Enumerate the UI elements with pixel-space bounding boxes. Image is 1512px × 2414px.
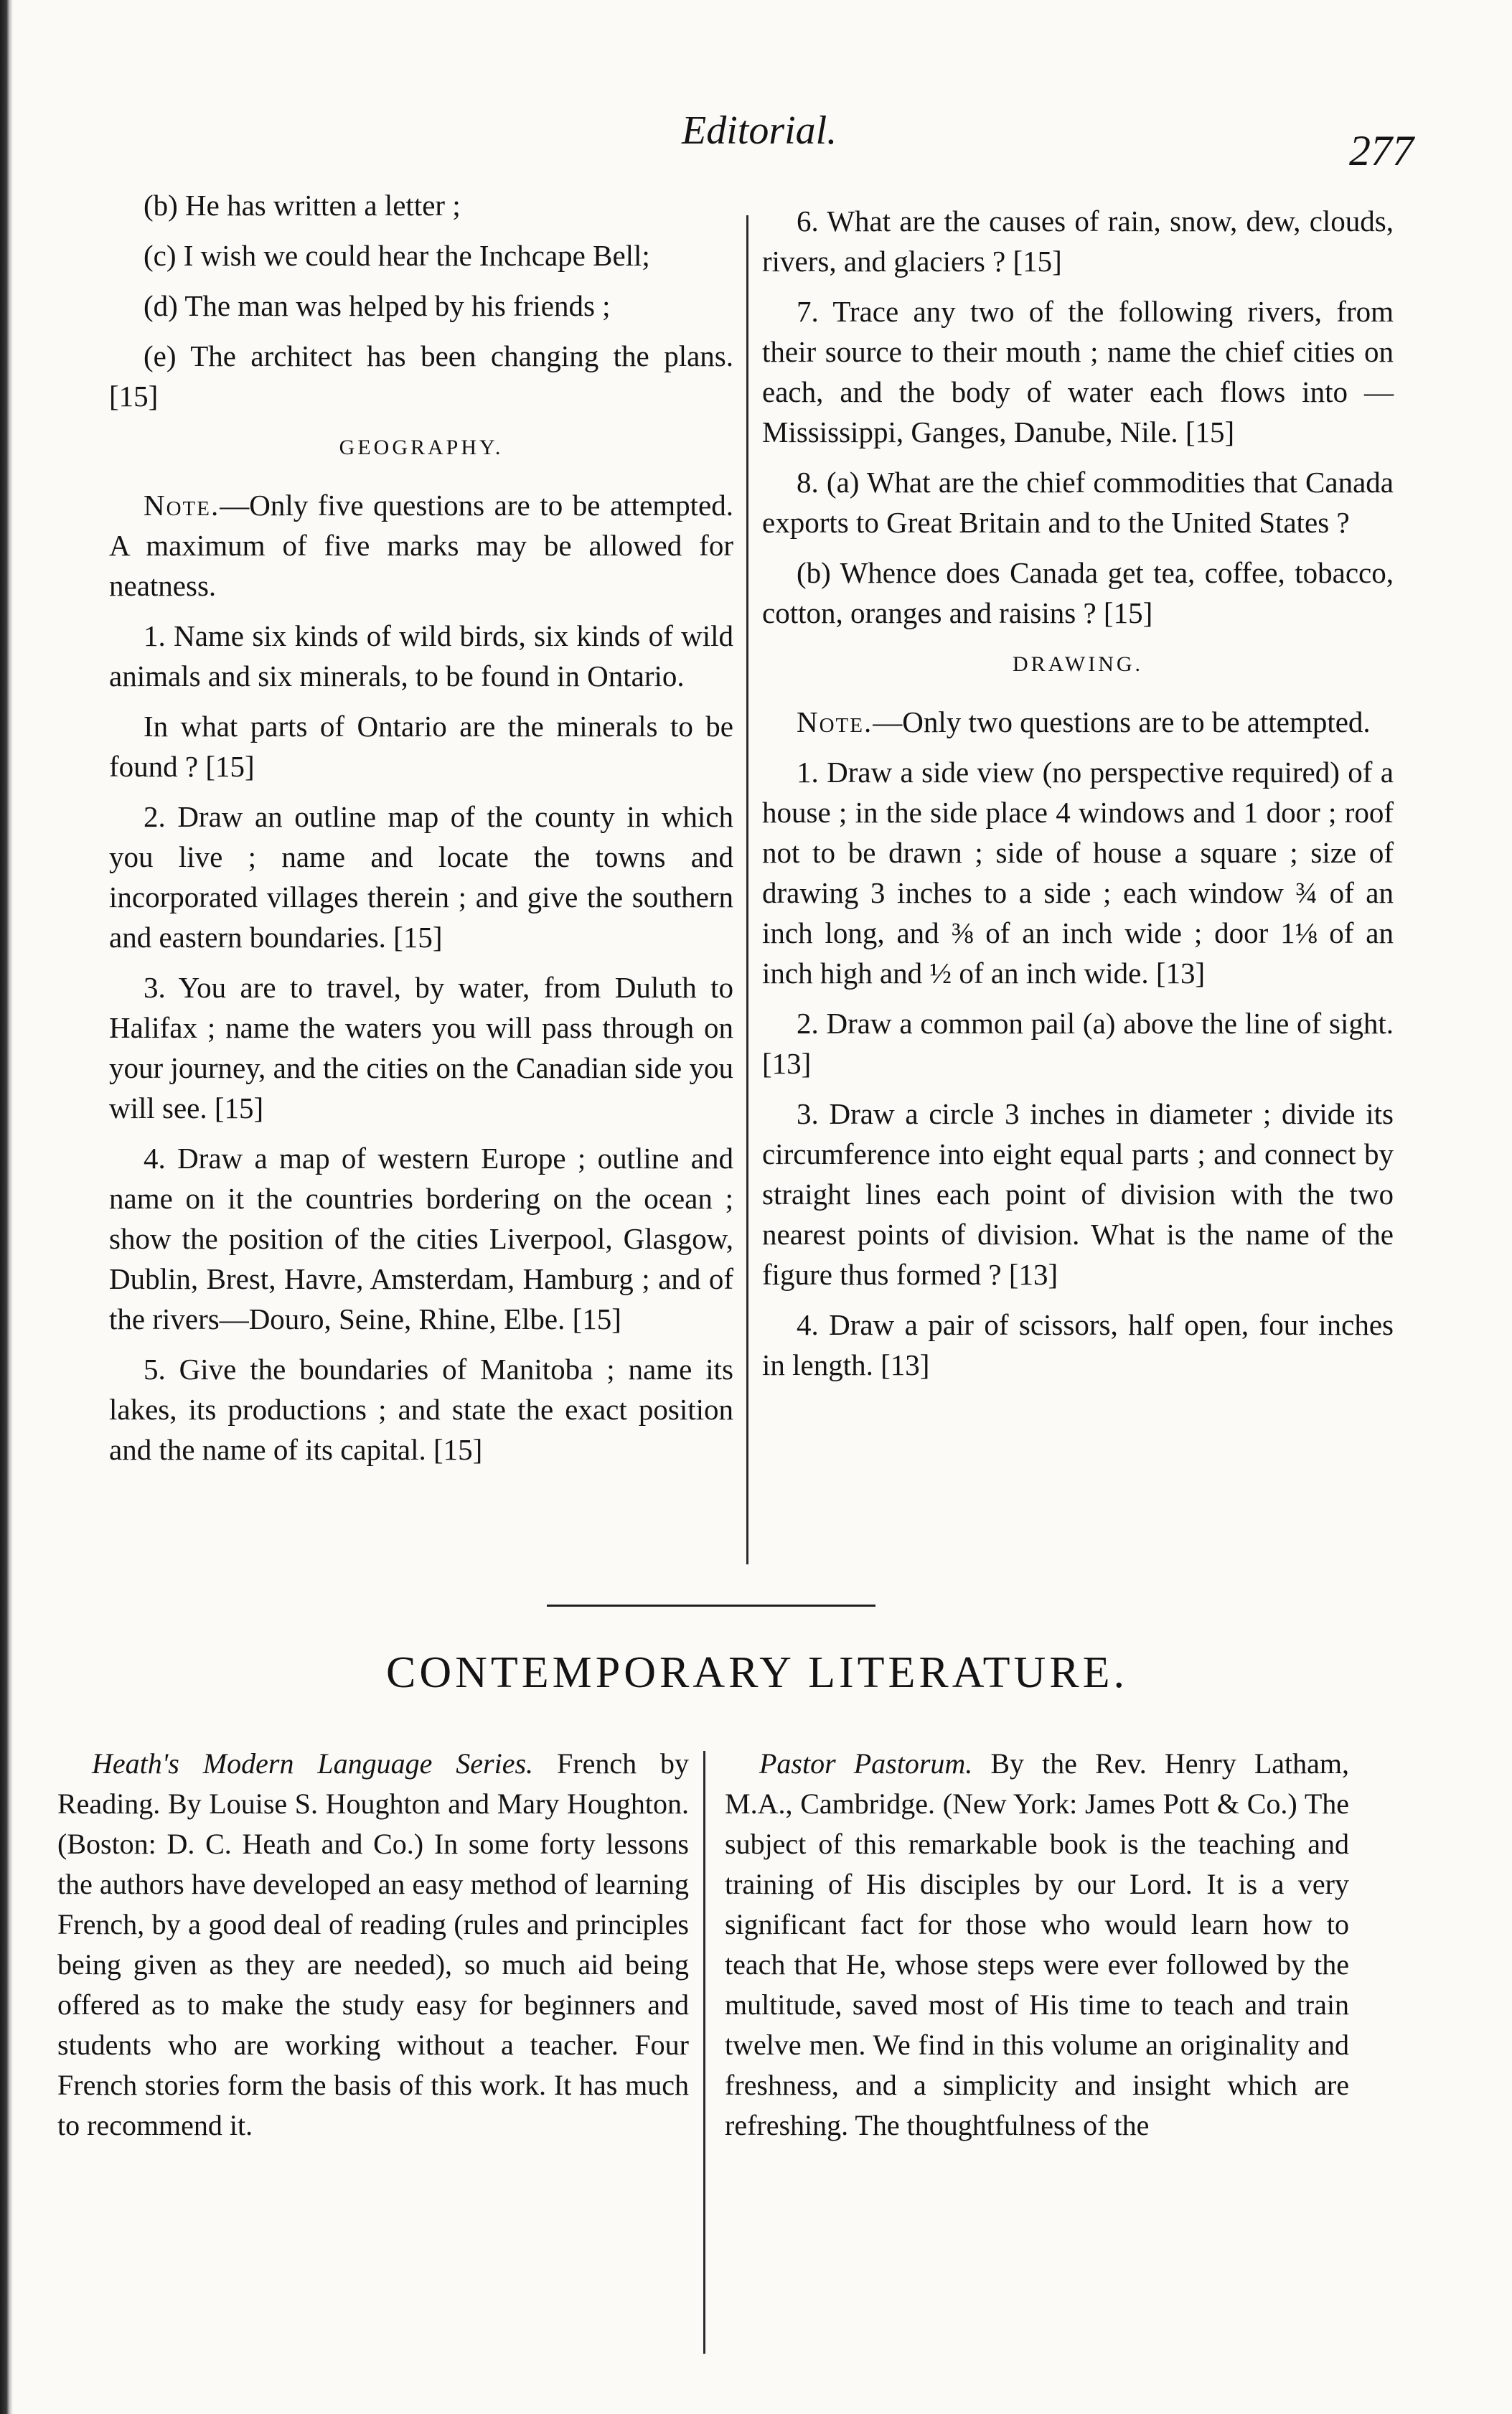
review-right-text: By the Rev. Henry Latham, M.A., Cambridge. (New York: James Pott & Co.) The subject of this remarkable book is the teaching and training of His disciples by our Lord. It is a very significant fact for those who would learn how to teach that He, whose steps were ever followed by the multitude, saved most of His time to teach and train twelve men. We find in this volume an originality and freshness, and a simplicity and insight which are refreshing. The thoughtfulness of the xyxy=(725,1747,1350,2141)
running-head: Editorial. xyxy=(682,108,837,153)
review-right-work-title: Pastor Pastorum. xyxy=(759,1747,973,1780)
drawing-note-text: —Only two questions are to be attempted. xyxy=(873,705,1371,738)
contemporary-literature-title: CONTEMPORARY LITERATURE. xyxy=(386,1648,1128,1697)
geography-question-2: 2. Draw an outline map of the county in which you live ; name and locate the towns and incorporated villages therein ; and give the southern and eastern boundaries. [15] xyxy=(109,800,733,954)
column-divider-lower xyxy=(703,1751,705,2354)
left-column xyxy=(109,185,733,1480)
review-pastor-pastorum xyxy=(725,1744,1349,2156)
drawing-note xyxy=(762,702,1394,742)
geography-note xyxy=(109,485,733,606)
geography-question-8b: (b) Whence does Canada get tea, coffee, tobacco, cotton, oranges and raisins ? [15] xyxy=(762,556,1394,629)
drawing-question-3: 3. Draw a circle 3 inches in diameter ; divide its circumference into eight equal parts ; and connect by straight lines each point of division with the two nearest points of division. What is the name of the figure thus formed ? [13] xyxy=(762,1097,1394,1291)
geography-heading: GEOGRAPHY. xyxy=(339,436,504,459)
review-left-work-title: Heath's Modern Language Series. xyxy=(92,1747,534,1780)
geography-question-1: 1. Name six kinds of wild birds, six kinds of wild animals and six minerals, to be found in Ontario. xyxy=(109,619,733,692)
drawing-question-4: 4. Draw a pair of scissors, half open, four inches in length. [13] xyxy=(762,1308,1394,1381)
drawing-note-label: Note. xyxy=(797,705,873,738)
review-heaths-modern-language xyxy=(57,1744,689,2156)
geography-question-8a: 8. (a) What are the chief commodities that Canada exports to Great Britain and to the United States ? xyxy=(762,466,1394,539)
page-edge-shadow xyxy=(0,0,13,2414)
review-left-text: French by Reading. By Louise S. Houghton and Mary Houghton. (Boston: D. C. Heath and Co.) In some forty lessons the authors have developed an easy method of learning French, by a good deal of reading (rules and principles being given as they are needed), so much aid being offered as to make the study easy for beginners and students who are working without a teacher. Four French stories form the basis of this work. It has much to recommend it. xyxy=(57,1747,690,2141)
grammar-item-b: (b) He has written a letter ; xyxy=(144,189,461,222)
page-number: 277 xyxy=(1349,127,1414,174)
section-separator-rule xyxy=(547,1605,875,1607)
geography-question-1-followup: In what parts of Ontario are the minerals to be found ? [15] xyxy=(109,710,733,783)
geography-question-6: 6. What are the causes of rain, snow, dew, clouds, rivers, and glaciers ? [15] xyxy=(762,205,1394,278)
drawing-question-2: 2. Draw a common pail (a) above the line of sight. [13] xyxy=(762,1007,1394,1080)
column-divider-upper xyxy=(746,215,748,1564)
review-left-paragraph xyxy=(57,1744,689,2146)
grammar-item-e: (e) The architect has been changing the plans. [15] xyxy=(109,339,733,413)
grammar-item-d: (d) The man was helped by his friends ; xyxy=(144,289,611,322)
geography-note-text: —Only five questions are to be attempted. A maximum of five marks may be allowed for neatness. xyxy=(109,489,733,602)
geography-question-5: 5. Give the boundaries of Manitoba ; name its lakes, its productions ; and state the exact position and the name of its capital. [15] xyxy=(109,1353,733,1466)
review-right-paragraph xyxy=(725,1744,1349,2146)
geography-question-3: 3. You are to travel, by water, from Duluth to Halifax ; name the waters you will pass through on your journey, and the cities on the Canadian side you will see. [15] xyxy=(109,971,733,1124)
geography-note-label: Note. xyxy=(144,489,220,522)
geography-question-4: 4. Draw a map of western Europe ; outline and name on it the countries bordering on the ocean ; show the position of the cities Liverpool, Glasgow, Dublin, Brest, Havre, Amsterdam, Hamburg ; and of the rivers—Douro, Seine, Rhine, Elbe. [15] xyxy=(109,1142,733,1335)
drawing-heading: DRAWING. xyxy=(1012,652,1144,676)
geography-question-7: 7. Trace any two of the following rivers, from their source to their mouth ; name the chief cities on each, and the body of water each flows into — Mississippi, Ganges, Danube, Nile. [15] xyxy=(762,295,1394,448)
grammar-item-c: (c) I wish we could hear the Inchcape Bell; xyxy=(144,239,650,272)
drawing-question-1: 1. Draw a side view (no perspective required) of a house ; in the side place 4 windows and 1 door ; roof not to be drawn ; side of house a square ; size of drawing 3 inches to a side ; each window ¾ of an inch long, and ⅜ of an inch wide ; door 1⅛ of an inch high and ½ of an inch wide. [13] xyxy=(762,756,1394,990)
right-column xyxy=(762,201,1394,1395)
